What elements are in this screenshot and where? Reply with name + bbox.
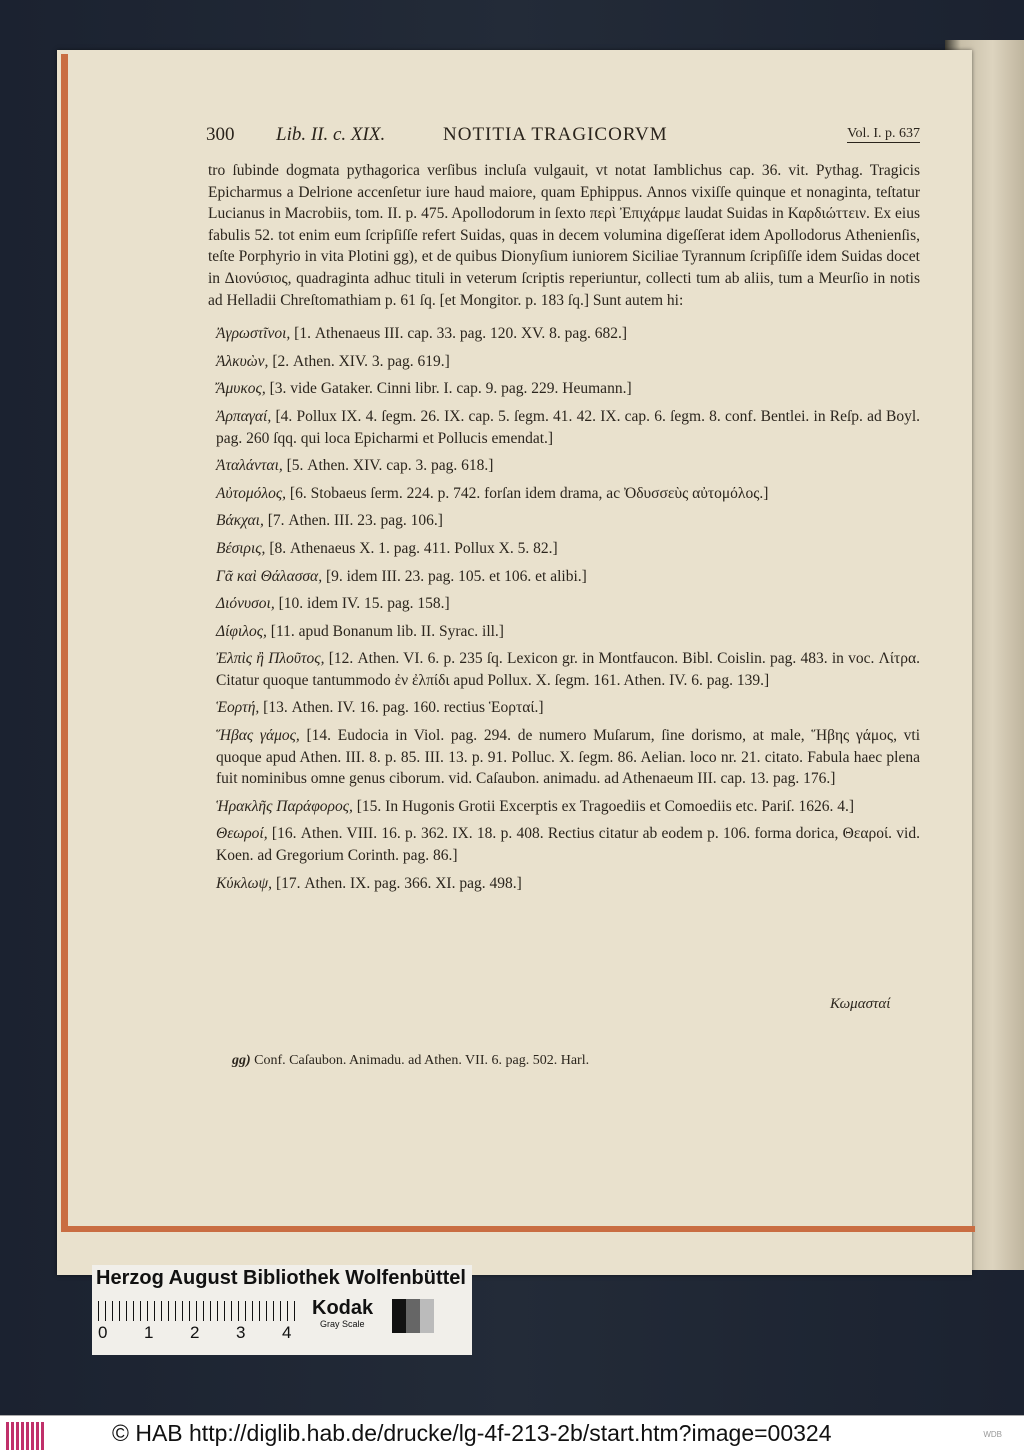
fabula-title: Ἡρακλῆς Παράφορος,	[216, 797, 353, 815]
fabula-entry	[216, 351, 920, 373]
footnote-text: Conf. Caſaubon. Animadu. ad Athen. VII. 6. pag. 502. Harl.	[254, 1053, 590, 1068]
scale-number: 3	[236, 1323, 246, 1342]
fabula-title: Βέσιρις,	[216, 539, 266, 557]
fabula-reference: [7. Athen. III. 23. pag. 106.]	[267, 512, 443, 530]
fabula-reference: [15. In Hugonis Grotii Excerptis ex Tragoediis et Comoediis etc. Pariſ. 1626. 4.]	[356, 797, 854, 815]
scale-number: 2	[190, 1323, 200, 1342]
fabula-entry	[216, 378, 920, 400]
kodak-logo: Kodak	[312, 1297, 374, 1319]
fabula-reference: [12. Athen. VI. 6. p. 235 ſq. Lexicon gr. in Montfaucon. Bibl. Coislin. pag. 483. in voc. Λίτρα. Citatur quoque tantummodo ἐν ἐλπίδι apud Pollux. X. ſegm. 161. Athen. IV. 6. pag. 139.]	[216, 650, 920, 689]
fabula-title: Γᾶ καὶ Θάλασσα,	[216, 567, 323, 585]
fabula-title: Ἀγρωστῖνοι,	[216, 325, 291, 343]
fabula-reference: [5. Athen. XIV. cap. 3. pag. 618.]	[286, 457, 494, 475]
fabula-title: Θεωροί,	[216, 825, 268, 843]
page-number: 300	[206, 124, 235, 145]
catchword: Κωμασταί	[830, 996, 891, 1012]
intro-paragraph: tro ſubinde dogmata pythagorica verſibus incluſa vulgauit, vt notat Iamblichus cap. 36. vit. Pythag. Tragicis Epicharmus a Delrione accenſetur iure haud maiore, quam Ephippus. Annos vixiſſe quinque et nonaginta, teſtatur Lucianus in Macrobiis, tom. II. p. 475. Apollodorum in ſexto περὶ Ἐπιχάρμε laudat Suidas in Καρδιώττειν. Ex eius fabulis 52. tot enim eum ſcripſiſſe refert Suidas, quas in decem volumina digeſſerat idem Apollodorus Athenienſis, teſte Porphyrio in vita Plotini gg), et de quibus Dionyſium iuniorem Siciliae Tyrannum ſcripſiſſe idem Suidas docet in Διονύσιος, quadraginta adhuc tituli in veterum ſcriptis reperiuntur, collecti tum ab aliis, tum a Meurſio in notis ad Helladii Chreſtomathiam p. 61 ſq. [et Mongitor. p. 183 ſq.] Sunt autem hi:	[208, 162, 920, 309]
section-ref: Lib. II. c. XIX.	[276, 124, 386, 145]
library-name: Herzog August Bibliothek Wolfenbüttel	[94, 1267, 472, 1295]
scale-number: 0	[98, 1323, 108, 1342]
fabula-entry	[216, 566, 920, 588]
scale-number: 4	[282, 1323, 292, 1342]
fabula-reference: [9. idem III. 23. pag. 105. et 106. et alibi.]	[325, 567, 587, 585]
fabula-entry	[216, 323, 920, 345]
fabula-title: Αὐτομόλος,	[216, 484, 287, 502]
fabula-entry	[216, 510, 920, 532]
fabula-reference: [6. Stobaeus ſerm. 224. p. 742. forſan idem drama, ac Ὀδυσσεὺς αὐτομόλος.]	[289, 484, 769, 502]
citation-link[interactable]: © HAB http://diglib.hab.de/drucke/lg-4f-213-2b/start.htm?image=00324	[112, 1420, 832, 1446]
swatch-light	[420, 1299, 434, 1333]
fabula-entry	[216, 538, 920, 560]
fabula-reference: [11. apud Bonanum lib. II. Syrac. ill.]	[270, 622, 504, 640]
fabula-entry	[216, 697, 920, 719]
fabula-title: Ἐλπὶς ἢ Πλοῦτος,	[216, 650, 325, 668]
fabula-reference: [17. Athen. IX. pag. 366. XI. pag. 498.]	[275, 874, 522, 892]
page-body	[208, 160, 920, 900]
scale-ruler	[98, 1301, 298, 1321]
fabula-list	[208, 323, 920, 894]
fabula-reference: [8. Athenaeus X. 1. pag. 411. Pollux X. 5. 82.]	[269, 539, 558, 557]
running-header	[206, 122, 920, 152]
fabula-entry	[216, 455, 920, 477]
fabula-reference: [1. Athenaeus III. cap. 33. pag. 120. XV. 8. pag. 682.]	[294, 325, 628, 343]
fabula-title: Δίφιλος,	[216, 622, 267, 640]
scale-number: 1	[144, 1323, 154, 1342]
fabula-entry	[216, 648, 920, 691]
fabula-entry	[216, 483, 920, 505]
footnote	[232, 1053, 589, 1069]
fabula-reference: [2. Athen. XIV. 3. pag. 619.]	[272, 352, 450, 370]
footnote-mark: gg)	[232, 1053, 251, 1068]
fabula-reference: [16. Athen. VIII. 16. p. 362. IX. 18. p. 408. Rectius citatur ab eodem p. 106. forma dorica, Θεαροί. vid. Koen. ad Gregorium Corinth. pag. 86.]	[216, 825, 920, 865]
fabula-reference: [3. vide Gataker. Cinni libr. I. cap. 9. pag. 229. Heumann.]	[269, 380, 632, 398]
page-border-bottom	[61, 1226, 975, 1232]
fabula-title: Ἥβας γάμος,	[216, 727, 300, 745]
fabula-title: Βάκχαι,	[216, 512, 264, 530]
fabula-title: Ἀλκυὼν,	[216, 352, 269, 370]
running-title: NOTITIA TRAGICORVM	[443, 124, 668, 145]
barcode-icon	[6, 1422, 46, 1450]
swatch-black	[392, 1299, 406, 1333]
page-border-left	[61, 54, 68, 1232]
fabula-entry	[216, 593, 920, 615]
fabula-title: Ἄμυκος,	[216, 380, 266, 398]
fabula-reference: [13. Athen. IV. 16. pag. 160. rectius Ἑορταί.]	[263, 699, 544, 717]
fabula-title: Ἀταλάνται,	[216, 457, 283, 475]
fabula-title: Ἑορτή,	[216, 699, 260, 717]
fabula-reference: [14. Eudocia in Viol. pag. 294. de numero Muſarum, ſine dorismo, at male, Ἥβης γάμος, vti quoque apud Athen. III. 8. p. 85. III. 13. p. 91. Polluc. X. ſegm. 86. Aelian. loco nr. 21. citato. Fabula haec plena fuit nominibus omne genus ciborum. vid. Caſaubon. animadu. ad Athenaeum III. cap. 13. pag. 176.]	[216, 727, 921, 788]
corner-mark: WDB	[983, 1430, 1002, 1439]
fabula-entry	[216, 796, 920, 818]
citation-bar	[0, 1415, 1024, 1456]
fabula-entry	[216, 823, 920, 866]
swatch-gray	[406, 1299, 420, 1333]
fabula-reference: [10. idem IV. 15. pag. 158.]	[278, 595, 450, 613]
gray-scale-label: Gray Scale	[320, 1319, 365, 1329]
volume-ref: Vol. I. p. 637	[847, 126, 920, 141]
fabula-entry	[216, 621, 920, 643]
fabula-reference: [4. Pollux IX. 4. ſegm. 26. IX. cap. 5. ſegm. 41. 42. IX. cap. 6. ſegm. 8. conf. Bentlei. in Reſp. ad Boyl. pag. 260 ſqq. qui loca Epicharmi et Pollucis emendat.]	[216, 407, 921, 447]
fabula-entry	[216, 725, 920, 790]
scale-numbers	[98, 1323, 328, 1343]
color-reference-card	[92, 1265, 472, 1355]
fabula-title: Κύκλωψ,	[216, 874, 273, 892]
fabula-title: Διόνυσοι,	[216, 595, 275, 613]
fabula-entry	[216, 873, 920, 895]
fabula-entry	[216, 406, 920, 449]
fabula-title: Ἀρπαγαί,	[216, 407, 272, 425]
